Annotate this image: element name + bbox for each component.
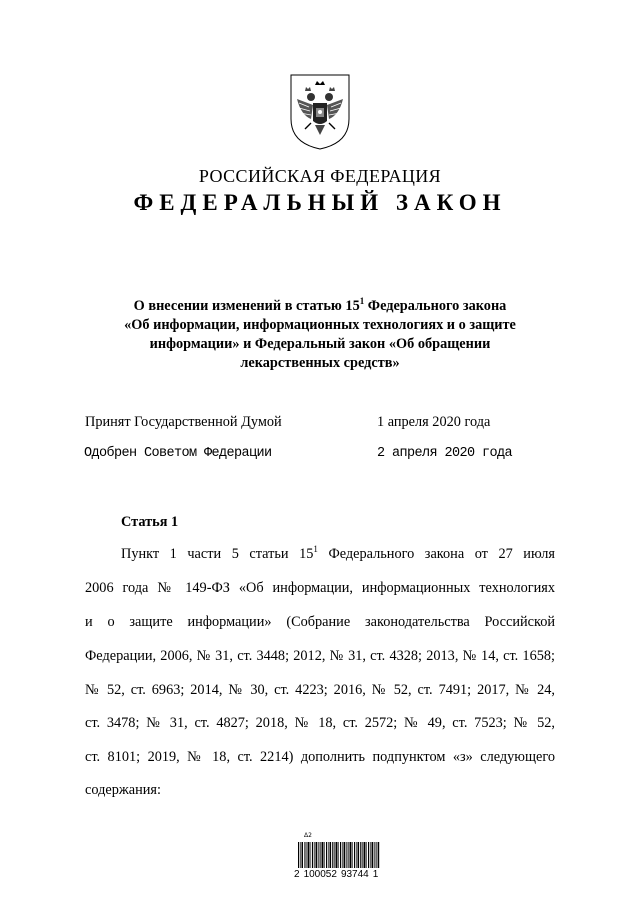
article-line-4: Федерации, 2006, № 31, ст. 3448; 2012, № 31, ст. 4328; 2013, № 14, ст. 1658; — [85, 648, 555, 664]
subject-line-4: лекарственных средств» — [240, 355, 400, 371]
article-line-7: ст. 8101; 2019, № 18, ст. 2214) дополнить подпунктом «з» следующего — [85, 749, 555, 765]
article-line-8: содержания: — [85, 782, 161, 798]
barcode-bars — [298, 842, 380, 868]
document-barcode — [294, 832, 386, 880]
adopted-date: 1 апреля 2020 года — [377, 414, 491, 430]
document-type: ФЕДЕРАЛЬНЫЙ ЗАКОН — [133, 190, 507, 215]
adopted-label: Принят Государственной Думой — [85, 414, 282, 430]
subject-line-3: информации» и Федеральный закон «Об обращении — [149, 336, 491, 352]
article-line-3: и о защите информации» (Собрание законодательства Российской — [85, 614, 555, 630]
subject-line-1: О внесении изменений в статью $15^1$ Федерального закона — [133, 296, 507, 314]
article-title: Статья 1 — [121, 514, 179, 530]
article-line-2: 2006 года № 149-ФЗ «Об информации, информационных технологиях — [85, 580, 555, 596]
article-line-1: Пункт 1 части 5 статьи $15^1$ Федерального закона от 27 июля — [121, 544, 555, 562]
subject-line-2: «Об информации, информационных технологиях и о защите — [124, 317, 516, 333]
country-name: РОССИЙСКАЯ ФЕДЕРАЦИЯ — [198, 166, 442, 186]
barcode-number: 2 100052 93744 1 — [294, 869, 379, 880]
law-subject — [100, 297, 540, 373]
approved-label: Одобрен Советом Федерации — [84, 446, 272, 461]
article-line-6: ст. 3478; № 31, ст. 4827; 2018, № 18, ст. 2572; № 49, ст. 7523; № 52, — [85, 715, 555, 731]
russian-coat-of-arms-icon — [289, 73, 351, 151]
approved-date: 2 апреля 2020 года — [377, 446, 513, 461]
barcode-mark: Δ2 — [304, 832, 312, 839]
article-line-5: № 52, ст. 6963; 2014, № 30, ст. 4223; 2016, № 52, ст. 7491; 2017, № 24, — [85, 682, 555, 698]
